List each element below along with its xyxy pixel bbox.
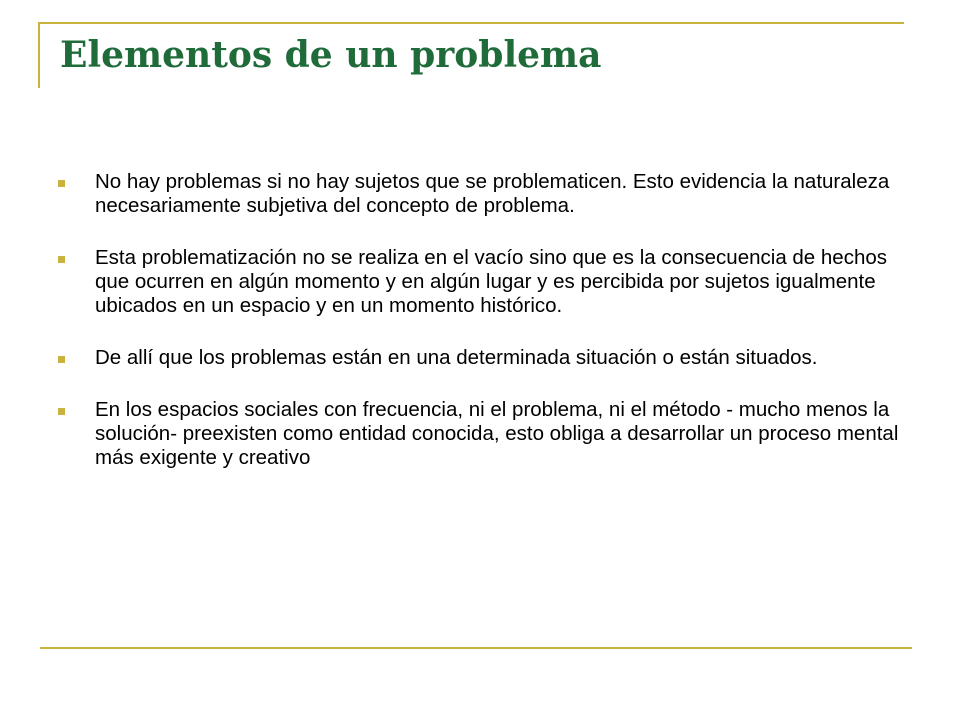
bullet-item (54, 170, 900, 218)
bullet-list (54, 170, 900, 498)
square-bullet-icon (58, 180, 65, 187)
square-bullet-icon (58, 256, 65, 263)
bullet-item (54, 246, 900, 318)
slide-title: Elementos de un problema (60, 34, 602, 76)
bullet-item (54, 346, 900, 370)
bullet-text: De allí que los problemas están en una determinada situación o están situados. (95, 346, 818, 369)
bullet-text: Esta problematización no se realiza en el vacío sino que es la consecuencia de hechos que ocurren en algún momento y en algún lugar y es percibida por sujetos igualmente ubicados en un espacio y en un momento histórico. (95, 246, 888, 317)
title-rule-top (40, 22, 904, 24)
footer-rule (40, 647, 912, 649)
bullet-text: En los espacios sociales con frecuencia, ni el problema, ni el método - mucho menos la solución- preexisten como entidad conocida, esto obliga a desarrollar un proceso mental más exigente y creativo (95, 398, 899, 469)
bullet-item (54, 398, 900, 470)
square-bullet-icon (58, 408, 65, 415)
bullet-text: No hay problemas si no hay sujetos que se problematicen. Esto evidencia la naturaleza necesariamente subjetiva del concepto de problema. (95, 170, 890, 217)
title-rule-left (38, 22, 40, 88)
square-bullet-icon (58, 356, 65, 363)
